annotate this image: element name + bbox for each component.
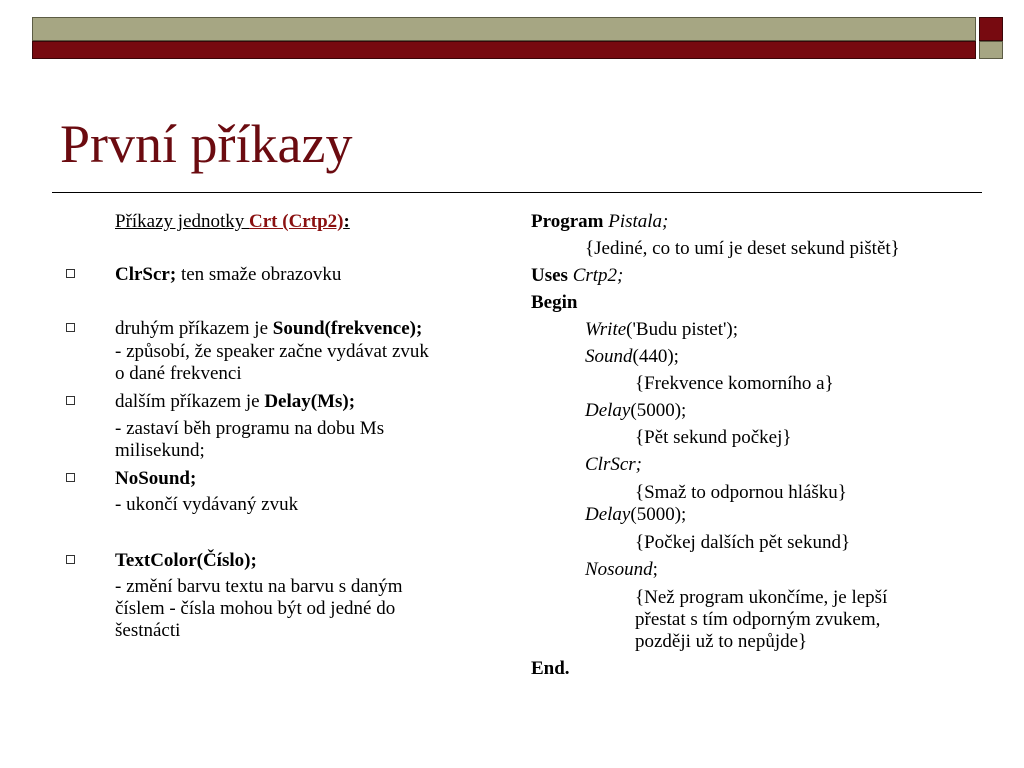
corner-square-olive: [979, 41, 1003, 59]
nosound-statement: [585, 558, 658, 581]
function-write: Write: [585, 319, 627, 340]
clrscr-comment: {Smaž to odpornou hlášku}: [635, 482, 847, 503]
nosound-comment-line1: {Než program ukončíme, je lepší: [635, 587, 888, 608]
textcolor-description-line3: šestnácti: [115, 620, 181, 641]
keyword-uses: Uses: [531, 265, 568, 286]
nosound-description: - ukončí vydávaný zvuk: [115, 494, 299, 515]
bullet-square-icon: [66, 323, 75, 332]
unit-name: Crt (Crtp2): [249, 211, 344, 232]
keyword-begin: Begin: [531, 292, 578, 313]
uses-unit: Crtp2;: [572, 265, 624, 286]
program-line: [531, 210, 668, 233]
unit-header: [115, 210, 350, 233]
sound-statement: [585, 345, 679, 368]
bullet-square-icon: [66, 555, 75, 564]
slide-title: První příkazy: [60, 114, 353, 174]
command-textcolor: TextColor(Číslo);: [115, 550, 257, 571]
textcolor-description-line2: číslem - čísla mohou být od jedné do: [115, 598, 396, 619]
header-band-maroon: [32, 41, 976, 59]
bullet-square-icon: [66, 473, 75, 482]
unit-header-suffix: :: [343, 211, 350, 232]
sound-argument: (440);: [632, 346, 679, 367]
delay-description-line2: milisekund;: [115, 440, 205, 461]
list-item-sound: [115, 317, 422, 340]
delay-statement: [585, 399, 686, 422]
command-intro: druhým příkazem je: [115, 318, 273, 339]
command-sound: Sound(frekvence);: [272, 318, 423, 339]
function-sound: Sound: [585, 346, 633, 367]
function-nosound: Nosound: [585, 559, 653, 580]
bullet-square-icon: [66, 269, 75, 278]
statement-terminator: ;: [652, 559, 658, 580]
function-delay: Delay: [585, 504, 631, 525]
list-item-nosound: [115, 467, 196, 490]
textcolor-description-line1: - změní barvu textu na barvu s daným: [115, 576, 403, 597]
delay-comment: {Pět sekund počkej}: [635, 427, 792, 448]
program-comment: {Jediné, co to umí je deset sekund pištět}: [585, 238, 900, 259]
header-band-olive: [32, 17, 976, 41]
function-delay: Delay: [585, 400, 631, 421]
write-statement: [585, 318, 738, 341]
keyword-program: Program: [531, 211, 604, 232]
nosound-comment-line3: později už to nepůjde}: [635, 631, 808, 652]
clrscr-statement: ClrScr;: [585, 454, 642, 475]
sound-description-line1: - způsobí, že speaker začne vydávat zvuk: [115, 341, 429, 362]
bullet-square-icon: [66, 396, 75, 405]
command-intro: dalším příkazem je: [115, 391, 265, 412]
delay-argument: (5000);: [630, 400, 687, 421]
delay2-comment: {Počkej dalších pět sekund}: [635, 532, 851, 553]
keyword-end: End.: [531, 658, 570, 679]
list-item-textcolor: [115, 549, 257, 572]
nosound-comment-line2: přestat s tím odporným zvukem,: [635, 609, 881, 630]
delay-argument: (5000);: [630, 504, 687, 525]
list-item-delay: [115, 390, 355, 413]
delay-description-line1: - zastaví běh programu na dobu Ms: [115, 418, 385, 439]
delay2-statement: [585, 503, 686, 526]
unit-header-prefix: Příkazy jednotky: [115, 211, 250, 232]
uses-line: [531, 264, 623, 287]
command-delay: Delay(Ms);: [264, 391, 356, 412]
program-name: Pistala;: [608, 211, 669, 232]
command-nosound: NoSound;: [115, 468, 197, 489]
title-divider: [52, 192, 982, 193]
corner-square-maroon: [979, 17, 1003, 41]
command-clrscr: ClrScr;: [115, 264, 177, 285]
sound-comment: {Frekvence komorního a}: [635, 373, 834, 394]
write-argument: ('Budu pistet');: [626, 319, 739, 340]
list-item-clrscr: [115, 263, 341, 286]
sound-description-line2: o dané frekvenci: [115, 363, 242, 384]
command-description: ten smaže obrazovku: [176, 264, 342, 285]
